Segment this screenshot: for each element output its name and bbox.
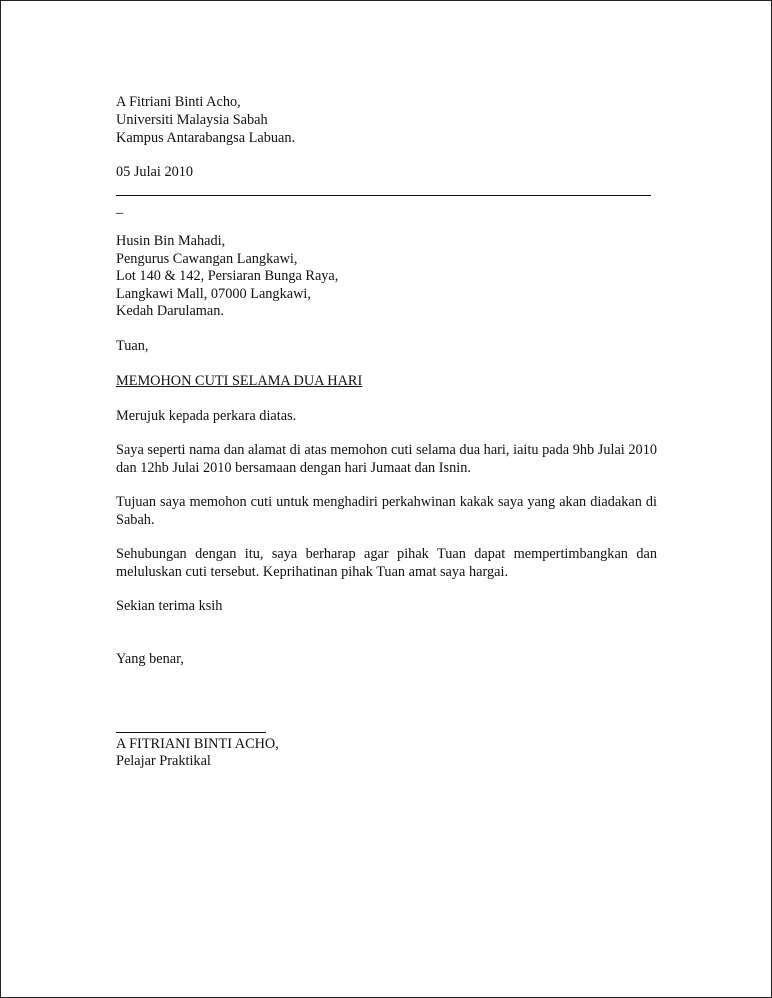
recipient-address-line-1: Lot 140 & 142, Persiaran Bunga Raya, [116, 268, 339, 284]
signature-title: Pelajar Praktikal [116, 753, 211, 769]
letter-subject: MEMOHON CUTI SELAMA DUA HARI [116, 373, 363, 389]
separator-line [116, 195, 651, 196]
salutation: Tuan, [116, 338, 149, 354]
body-paragraph-3: Tujuan saya memohon cuti untuk menghadiri perkahwinan kakak saya yang akan diadakan di Sabah. [116, 494, 657, 528]
recipient-position: Pengurus Cawangan Langkawi, [116, 251, 298, 267]
recipient-address-line-2: Langkawi Mall, 07000 Langkawi, [116, 286, 311, 302]
body-paragraph-4: Sehubungan dengan itu, saya berharap agar pihak Tuan dapat mempertimbangkan dan meluluskan cuti tersebut. Keprihatinan pihak Tuan amat saya hargai. [116, 546, 657, 580]
sender-campus: Kampus Antarabangsa Labuan. [116, 130, 296, 146]
closing: Yang benar, [116, 651, 184, 667]
signature-name: A FITRIANI BINTI ACHO, [116, 736, 279, 752]
recipient-name: Husin Bin Mahadi, [116, 233, 226, 249]
separator-tail: _ [116, 200, 124, 216]
body-paragraph-5: Sekian terima ksih [116, 598, 223, 614]
sender-university: Universiti Malaysia Sabah [116, 112, 268, 128]
body-paragraph-1: Merujuk kepada perkara diatas. [116, 408, 297, 424]
body-paragraph-2: Saya seperti nama dan alamat di atas memohon cuti selama dua hari, iaitu pada 9hb Julai 2010 dan 12hb Julai 2010 bersamaan dengan hari Jumaat dan Isnin. [116, 442, 657, 476]
signature-line [116, 732, 266, 733]
letter-date: 05 Julai 2010 [116, 164, 194, 180]
recipient-address-line-3: Kedah Darulaman. [116, 303, 224, 319]
sender-name: A Fitriani Binti Acho, [116, 94, 241, 110]
